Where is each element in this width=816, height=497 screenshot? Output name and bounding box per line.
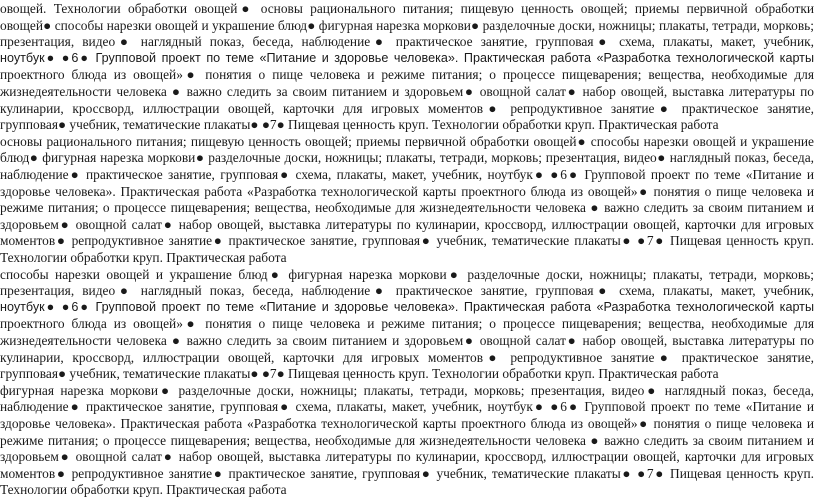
text-line: презентация, видео● наглядный показ, беседа, наблюдение● практическое занятие, групповая● схема, плакаты, макет, учебник, bbox=[0, 283, 814, 299]
text-line: моментов● репродуктивное занятие● практическое занятие, групповая● учебник, тематические плакаты● ●7● Пищевая ценность круп. bbox=[0, 465, 814, 481]
text-line: здоровье человека». Практическая работа «Разработка технологической карты проектного блюда из овощей»● понятия о пище человека и bbox=[0, 183, 814, 199]
text-line: презентация, видео● наглядный показ, беседа, наблюдение● практическое занятие, групповая● схема, плакаты, макет, учебник, bbox=[0, 34, 814, 50]
text-line: проектного блюда из овощей»● понятия о пище человека и режиме питания; о процессе пищеварения; вещества, необходимые для bbox=[0, 67, 814, 83]
text-line: здоровьем● овощной салат● набор овощей, выставка литературы по кулинарии, кроссворд, иллюстрации овощей, карточки для игровых bbox=[0, 449, 814, 465]
text-line: кулинарии, кроссворд, иллюстрации овощей, карточки для игровых моментов● репродуктивное занятие● практическое занятие, bbox=[0, 100, 814, 116]
text-line: овощей. Технологии обработки овощей● основы рационального питания; пищевую ценность овощей; приемы первичной обработки bbox=[0, 1, 814, 16]
text-line: блюд● фигурная нарезка моркови● разделочные доски, ножницы; плакаты, тетради, морковь; презентация, видео● наглядный показ, беседа, bbox=[0, 150, 814, 166]
text-line: кулинарии, кроссворд, иллюстрации овощей, карточки для игровых моментов● репродуктивное занятие● практическое занятие, bbox=[0, 349, 814, 365]
text-line: проектного блюда из овощей»● понятия о пище человека и режиме питания; о процессе пищеварения; вещества, необходимые для bbox=[0, 316, 814, 332]
text-line: Технологии обработки круп. Практическая работа bbox=[0, 482, 287, 497]
text-line: здоровье человека». Практическая работа «Разработка технологической карты проектного блюда из овощей»● понятия о пище человека и bbox=[0, 416, 814, 431]
text-line: режиме питания; о процессе пищеварения; вещества, необходимые для жизнедеятельности человека ● важно следить за своим питанием и bbox=[0, 200, 814, 216]
text-line: здоровьем● овощной салат● набор овощей, выставка литературы по кулинарии, кроссворд, иллюстрации овощей, карточки для игровых bbox=[0, 216, 814, 232]
text-line: групповая● учебник, тематические плакаты● ●7● Пищевая ценность круп. Технологии обработки круп. Практическая работа bbox=[0, 117, 719, 133]
text-line: моментов● репродуктивное занятие● практическое занятие, групповая● учебник, тематические плакаты● ●7● Пищевая ценность круп. bbox=[0, 233, 814, 249]
text-line: способы нарезки овощей и украшение блюд● фигурная нарезка моркови● разделочные доски, ножницы; плакаты, тетради, морковь; bbox=[0, 266, 814, 282]
text-line: наблюдение● практическое занятие, групповая● схема, плакаты, макет, учебник, ноутбук● ●6● Групповой проект по теме «Питание и bbox=[0, 167, 814, 182]
text-line: ноутбук● ●6● Групповой проект по теме «Питание и здоровье человека». Практическая работа «Разработка технологической карты bbox=[0, 299, 814, 314]
text-line: овощей● способы нарезки овощей и украшение блюд● фигурная нарезка моркови● разделочные доски, ножницы; плакаты, тетради, морковь; bbox=[0, 17, 814, 33]
text-line: фигурная нарезка моркови● разделочные доски, ножницы; плакаты, тетради, морковь; презентация, видео● наглядный показ, беседа, bbox=[0, 382, 814, 398]
text-line: ноутбук● ●6● Групповой проект по теме «Питание и здоровье человека». Практическая работа «Разработка технологической карты bbox=[0, 50, 814, 65]
text-line: наблюдение● практическое занятие, групповая● схема, плакаты, макет, учебник, ноутбук● ●6● Групповой проект по теме «Питание и bbox=[0, 399, 814, 415]
text-line: групповая● учебник, тематические плакаты● ●7● Пищевая ценность круп. Технологии обработки круп. Практическая работа bbox=[0, 366, 719, 382]
text-line: режиме питания; о процессе пищеварения; вещества, необходимые для жизнедеятельности человека ● важно следить за своим питанием и bbox=[0, 432, 814, 448]
text-line: основы рационального питания; пищевую ценность овощей; приемы первичной обработки овощей● способы нарезки овощей и украшение bbox=[0, 133, 814, 149]
text-line: жизнедеятельности человека ● важно следить за своим питанием и здоровьем● овощной салат● набор овощей, выставка литературы по bbox=[0, 333, 814, 348]
text-line: Технологии обработки круп. Практическая работа bbox=[0, 250, 287, 265]
text-line: жизнедеятельности человека ● важно следить за своим питанием и здоровьем● овощной салат● набор овощей, выставка литературы по bbox=[0, 84, 814, 99]
